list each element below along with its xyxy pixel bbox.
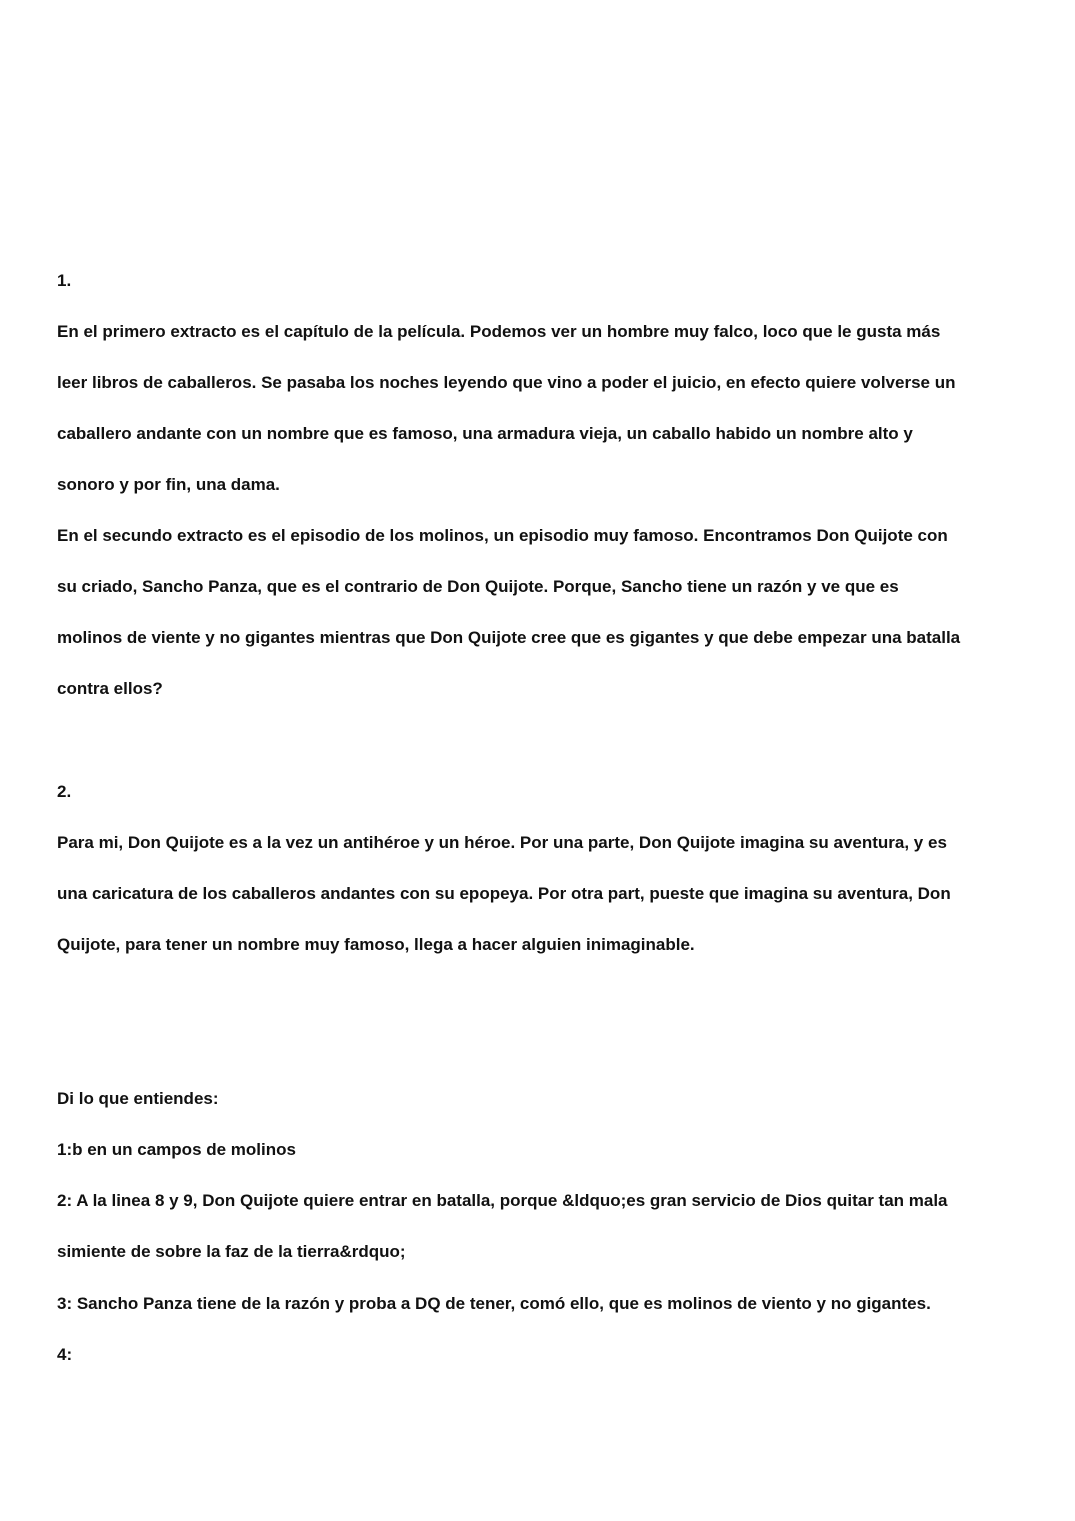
section-1-paragraph-1-line-3: caballero andante con un nombre que es famoso, una armadura vieja, un caballo habido un nombre alto y: [57, 424, 913, 443]
section-2-number: 2.: [57, 782, 72, 801]
section-1-paragraph-2-line-4: contra ellos?: [57, 679, 163, 698]
section-1-paragraph-1-line-2: leer libros de caballeros. Se pasaba los noches leyendo que vino a poder el juicio, en efecto quiere volverse un: [57, 373, 956, 392]
answer-1: 1:b en un campos de molinos: [57, 1140, 296, 1159]
answer-2-line-1: 2: A la linea 8 y 9, Don Quijote quiere entrar en batalla, porque &ldquo;es gran servicio de Dios quitar tan mala: [57, 1191, 948, 1210]
answer-2-line-2: simiente de sobre la faz de la tierra&rdquo;: [57, 1242, 406, 1261]
section-2-paragraph-line-3: Quijote, para tener un nombre muy famoso, llega a hacer alguien inimaginable.: [57, 935, 695, 954]
section-1-paragraph-1-line-1: En el primero extracto es el capítulo de la película. Podemos ver un hombre muy falco, loco que le gusta más: [57, 322, 941, 341]
section-1-paragraph-2-line-2: su criado, Sancho Panza, que es el contrario de Don Quijote. Porque, Sancho tiene un razón y ve que es: [57, 577, 899, 596]
section-2-paragraph-line-1: Para mi, Don Quijote es a la vez un antihéroe y un héroe. Por una parte, Don Quijote imagina su aventura, y es: [57, 833, 947, 852]
section-1-paragraph-2-line-1: En el secundo extracto es el episodio de los molinos, un episodio muy famoso. Encontramos Don Quijote con: [57, 526, 948, 545]
section-2-paragraph-line-2: una caricatura de los caballeros andantes con su epopeya. Por otra part, pueste que imagina su aventura, Don: [57, 884, 951, 903]
section-1-number: 1.: [57, 271, 72, 290]
answer-3: 3: Sancho Panza tiene de la razón y proba a DQ de tener, comó ello, que es molinos de viento y no gigantes.: [57, 1294, 931, 1313]
section-1-paragraph-1-line-4: sonoro y por fin, una dama.: [57, 475, 280, 494]
section-3-heading: Di lo que entiendes:: [57, 1089, 219, 1108]
answer-4: 4:: [57, 1345, 73, 1364]
section-1-paragraph-2-line-3: molinos de viente y no gigantes mientras que Don Quijote cree que es gigantes y que debe empezar una batalla: [57, 628, 961, 647]
